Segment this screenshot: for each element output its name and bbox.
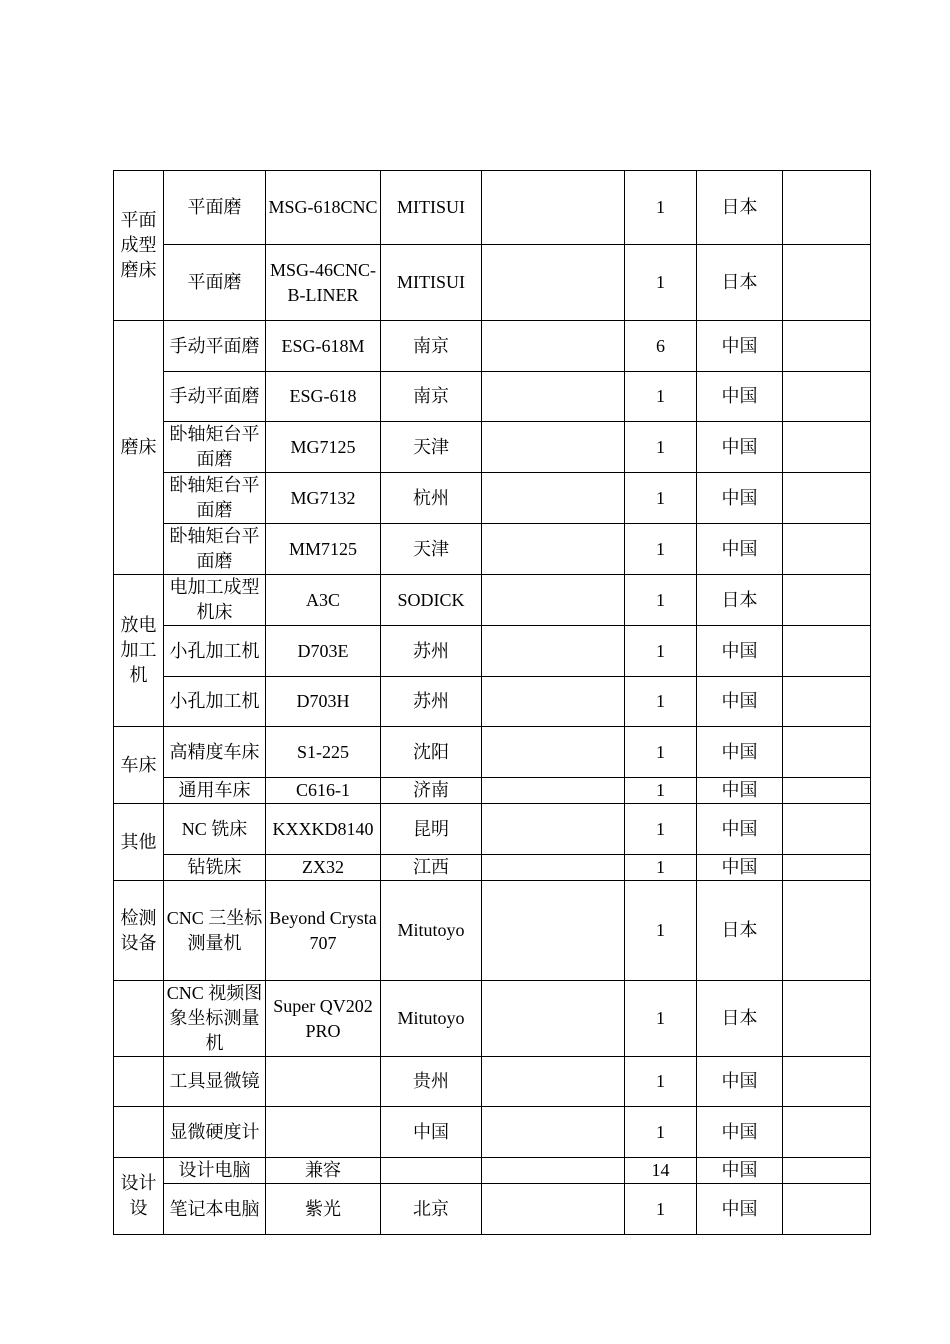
maker-cell: 江西 (381, 855, 482, 881)
maker-cell: 沈阳 (381, 727, 482, 778)
note-cell (783, 524, 871, 575)
spec-cell (482, 778, 625, 804)
maker-cell: 贵州 (381, 1057, 482, 1107)
category-cell (114, 1107, 164, 1158)
note-cell (783, 1057, 871, 1107)
model-cell: ZX32 (266, 855, 381, 881)
spec-cell (482, 855, 625, 881)
table-row (114, 1057, 871, 1107)
note-cell (783, 1184, 871, 1235)
category-cell (114, 1057, 164, 1107)
maker-cell: 北京 (381, 1184, 482, 1235)
name-cell: 钻铣床 (164, 855, 266, 881)
table-row (114, 524, 871, 575)
name-cell: CNC 三坐标测量机 (164, 881, 266, 981)
model-cell: D703E (266, 626, 381, 677)
origin-cell: 中国 (697, 1158, 783, 1184)
model-cell: MSG-46CNC-B-LINER (266, 245, 381, 321)
maker-cell: 南京 (381, 321, 482, 372)
table-row (114, 422, 871, 473)
qty-cell: 1 (625, 626, 697, 677)
spec-cell (482, 981, 625, 1057)
category-cell: 设计设 (114, 1158, 164, 1235)
maker-cell: SODICK (381, 575, 482, 626)
name-cell: 卧轴矩台平面磨 (164, 473, 266, 524)
qty-cell: 1 (625, 473, 697, 524)
table-row (114, 727, 871, 778)
qty-cell: 1 (625, 727, 697, 778)
name-cell: 电加工成型机床 (164, 575, 266, 626)
qty-cell: 1 (625, 981, 697, 1057)
note-cell (783, 626, 871, 677)
origin-cell: 日本 (697, 575, 783, 626)
category-cell: 放电加工机 (114, 575, 164, 727)
note-cell (783, 804, 871, 855)
model-cell: Beyond Crysta 707 (266, 881, 381, 981)
model-cell: ESG-618M (266, 321, 381, 372)
name-cell: 平面磨 (164, 171, 266, 245)
category-cell: 其他 (114, 804, 164, 881)
table-row (114, 473, 871, 524)
qty-cell: 1 (625, 881, 697, 981)
model-cell: A3C (266, 575, 381, 626)
qty-cell: 1 (625, 855, 697, 881)
maker-cell: MITISUI (381, 171, 482, 245)
maker-cell: 昆明 (381, 804, 482, 855)
origin-cell: 中国 (697, 1057, 783, 1107)
category-cell (114, 981, 164, 1057)
maker-cell: 苏州 (381, 677, 482, 727)
spec-cell (482, 804, 625, 855)
maker-cell: 中国 (381, 1107, 482, 1158)
maker-cell: MITISUI (381, 245, 482, 321)
model-cell: ESG-618 (266, 372, 381, 422)
model-cell: MG7132 (266, 473, 381, 524)
qty-cell: 1 (625, 171, 697, 245)
spec-cell (482, 1184, 625, 1235)
model-cell: MSG-618CNC (266, 171, 381, 245)
note-cell (783, 575, 871, 626)
qty-cell: 1 (625, 524, 697, 575)
note-cell (783, 1158, 871, 1184)
origin-cell: 中国 (697, 473, 783, 524)
spec-cell (482, 372, 625, 422)
table-row (114, 981, 871, 1057)
name-cell: 手动平面磨 (164, 321, 266, 372)
qty-cell: 1 (625, 372, 697, 422)
note-cell (783, 245, 871, 321)
table-row (114, 372, 871, 422)
table-row (114, 677, 871, 727)
maker-cell: Mitutoyo (381, 881, 482, 981)
table-row (114, 245, 871, 321)
qty-cell: 1 (625, 575, 697, 626)
table-row (114, 1107, 871, 1158)
category-cell: 平面成型磨床 (114, 171, 164, 321)
origin-cell: 中国 (697, 855, 783, 881)
table-row (114, 1158, 871, 1184)
note-cell (783, 372, 871, 422)
note-cell (783, 1107, 871, 1158)
table-row (114, 855, 871, 881)
origin-cell: 中国 (697, 422, 783, 473)
origin-cell: 日本 (697, 881, 783, 981)
name-cell: 小孔加工机 (164, 677, 266, 727)
origin-cell: 日本 (697, 171, 783, 245)
origin-cell: 中国 (697, 524, 783, 575)
name-cell: 工具显微镜 (164, 1057, 266, 1107)
spec-cell (482, 626, 625, 677)
note-cell (783, 778, 871, 804)
origin-cell: 中国 (697, 778, 783, 804)
table-row (114, 626, 871, 677)
qty-cell: 1 (625, 245, 697, 321)
origin-cell: 日本 (697, 981, 783, 1057)
maker-cell: 天津 (381, 422, 482, 473)
maker-cell: 济南 (381, 778, 482, 804)
note-cell (783, 855, 871, 881)
origin-cell: 中国 (697, 321, 783, 372)
maker-cell: 天津 (381, 524, 482, 575)
model-cell: 紫光 (266, 1184, 381, 1235)
spec-cell (482, 727, 625, 778)
table-row (114, 881, 871, 981)
qty-cell: 1 (625, 1107, 697, 1158)
name-cell: 小孔加工机 (164, 626, 266, 677)
equipment-table-body (114, 171, 871, 1235)
note-cell (783, 677, 871, 727)
table-row (114, 321, 871, 372)
qty-cell: 14 (625, 1158, 697, 1184)
maker-cell (381, 1158, 482, 1184)
qty-cell: 1 (625, 804, 697, 855)
origin-cell: 中国 (697, 1184, 783, 1235)
origin-cell: 中国 (697, 727, 783, 778)
equipment-table (113, 170, 871, 1235)
table-row (114, 575, 871, 626)
category-cell: 检测设备 (114, 881, 164, 981)
category-cell: 磨床 (114, 321, 164, 575)
note-cell (783, 321, 871, 372)
spec-cell (482, 575, 625, 626)
note-cell (783, 422, 871, 473)
name-cell: 通用车床 (164, 778, 266, 804)
spec-cell (482, 245, 625, 321)
qty-cell: 1 (625, 422, 697, 473)
model-cell: D703H (266, 677, 381, 727)
model-cell: KXXKD8140 (266, 804, 381, 855)
table-row (114, 1184, 871, 1235)
table-row (114, 778, 871, 804)
table-row (114, 804, 871, 855)
note-cell (783, 473, 871, 524)
spec-cell (482, 473, 625, 524)
qty-cell: 1 (625, 1184, 697, 1235)
name-cell: 平面磨 (164, 245, 266, 321)
spec-cell (482, 321, 625, 372)
model-cell (266, 1107, 381, 1158)
name-cell: 显微硬度计 (164, 1107, 266, 1158)
maker-cell: 杭州 (381, 473, 482, 524)
name-cell: 高精度车床 (164, 727, 266, 778)
table-row (114, 171, 871, 245)
name-cell: NC 铣床 (164, 804, 266, 855)
model-cell: S1-225 (266, 727, 381, 778)
origin-cell: 中国 (697, 1107, 783, 1158)
spec-cell (482, 422, 625, 473)
note-cell (783, 727, 871, 778)
model-cell: 兼容 (266, 1158, 381, 1184)
name-cell: 笔记本电脑 (164, 1184, 266, 1235)
spec-cell (482, 881, 625, 981)
model-cell: C616-1 (266, 778, 381, 804)
model-cell: Super QV202 PRO (266, 981, 381, 1057)
model-cell (266, 1057, 381, 1107)
model-cell: MG7125 (266, 422, 381, 473)
maker-cell: 苏州 (381, 626, 482, 677)
origin-cell: 中国 (697, 804, 783, 855)
spec-cell (482, 524, 625, 575)
category-cell: 车床 (114, 727, 164, 804)
name-cell: 手动平面磨 (164, 372, 266, 422)
spec-cell (482, 1107, 625, 1158)
origin-cell: 中国 (697, 677, 783, 727)
qty-cell: 6 (625, 321, 697, 372)
spec-cell (482, 1057, 625, 1107)
name-cell: 卧轴矩台平面磨 (164, 422, 266, 473)
note-cell (783, 981, 871, 1057)
maker-cell: 南京 (381, 372, 482, 422)
origin-cell: 中国 (697, 372, 783, 422)
origin-cell: 中国 (697, 626, 783, 677)
qty-cell: 1 (625, 677, 697, 727)
name-cell: 卧轴矩台平面磨 (164, 524, 266, 575)
spec-cell (482, 1158, 625, 1184)
origin-cell: 日本 (697, 245, 783, 321)
maker-cell: Mitutoyo (381, 981, 482, 1057)
model-cell: MM7125 (266, 524, 381, 575)
spec-cell (482, 677, 625, 727)
note-cell (783, 171, 871, 245)
qty-cell: 1 (625, 778, 697, 804)
name-cell: 设计电脑 (164, 1158, 266, 1184)
name-cell: CNC 视频图象坐标测量机 (164, 981, 266, 1057)
spec-cell (482, 171, 625, 245)
note-cell (783, 881, 871, 981)
qty-cell: 1 (625, 1057, 697, 1107)
